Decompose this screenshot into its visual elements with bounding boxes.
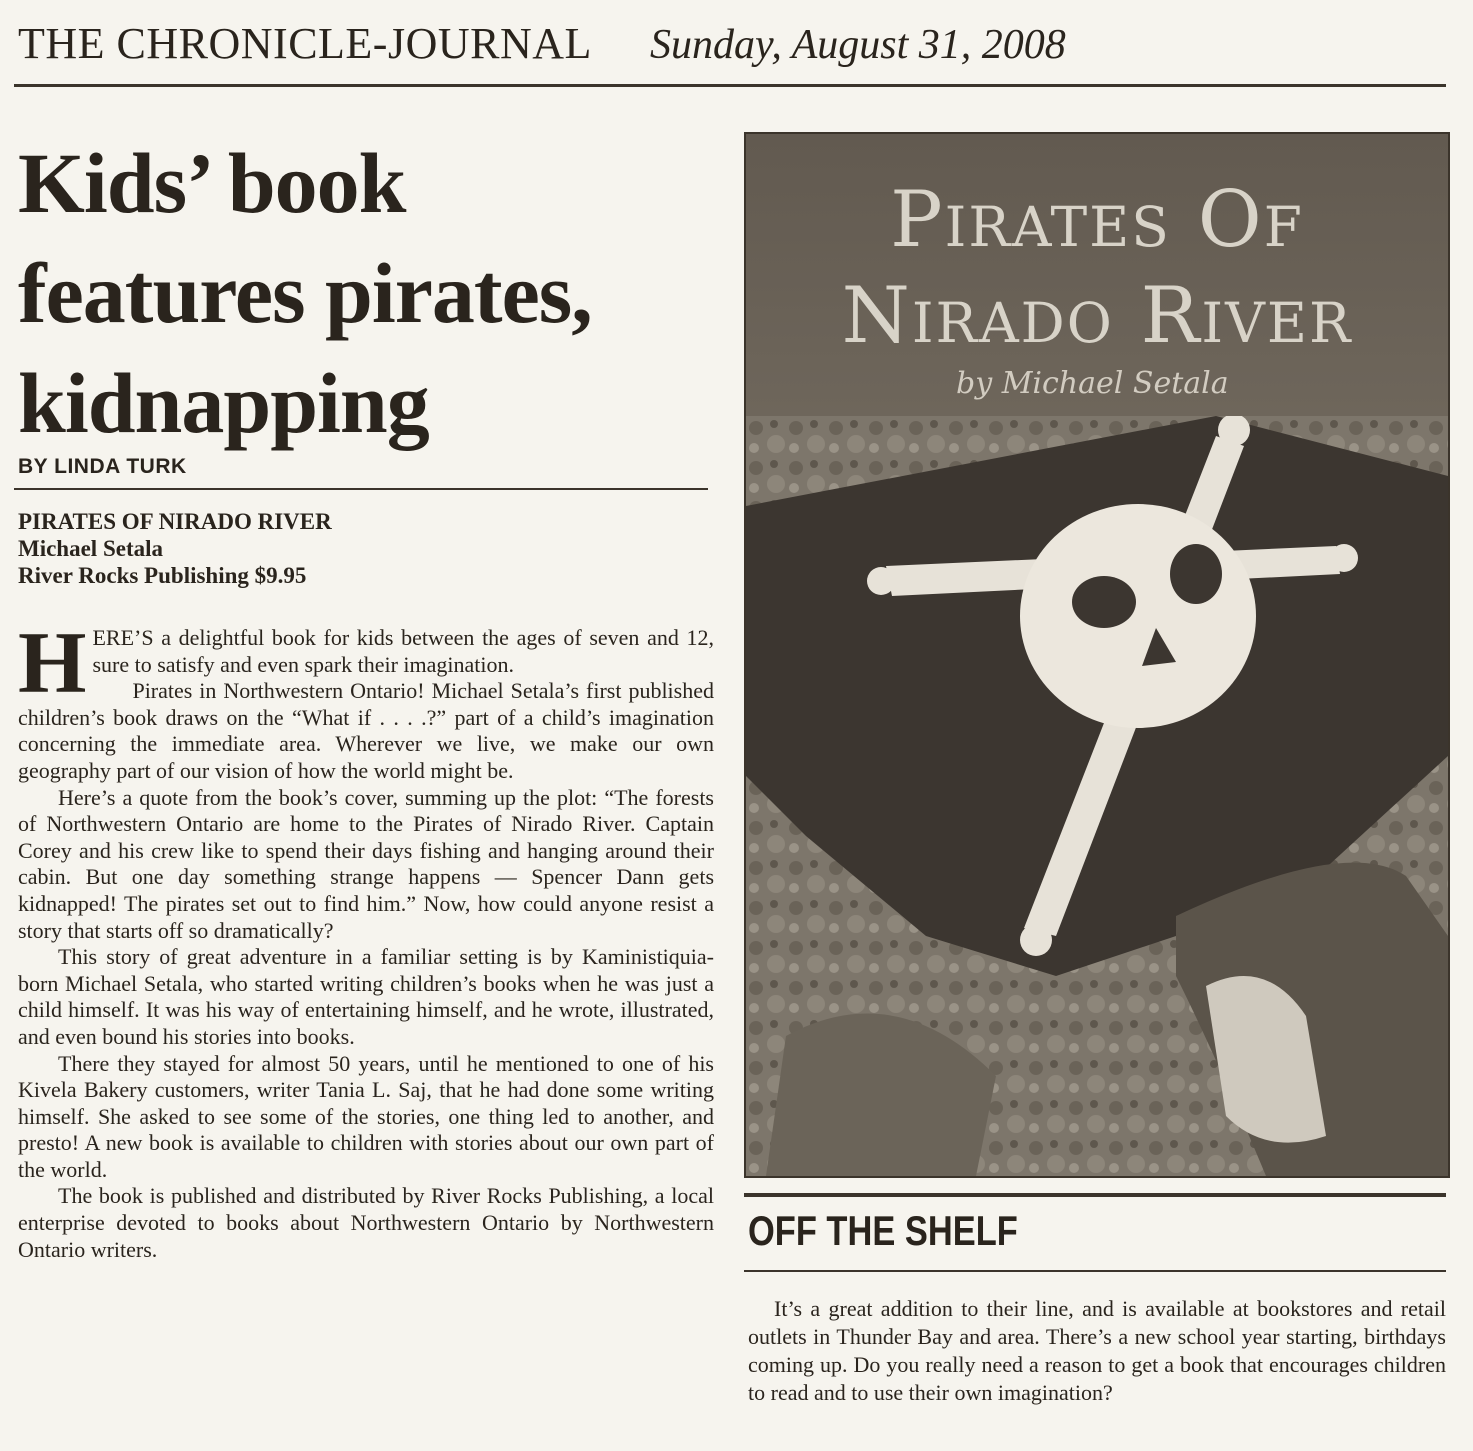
paragraph-3: Here’s a quote from the book’s cover, summing up the plot: “The forests of Northwestern Ontario are home to the Pirates of Nirado River. Captain Corey and his crew like to spend their days fishing and hanging around their cabin. But one day something strange happens — Spencer Dann gets kidnapped! The pirates set out to find him.” Now, how could anyone resist a story that starts off so dramatically? — [18, 784, 714, 943]
article-body — [18, 615, 714, 1263]
headline — [18, 128, 728, 458]
headline-line-1: Kids’ book — [18, 135, 406, 231]
book-info — [18, 508, 332, 589]
section-text: It’s a great addition to their line, and is available at bookstores and retail outlets in Thunder Bay and area. There’s a new school year starting, birthdays coming up. Do you really need a reason to get a book that encourages children to read and to use their own imagination? — [748, 1296, 1446, 1405]
bone-knob — [1020, 924, 1052, 956]
cover-title — [746, 172, 1448, 364]
skull-and-crossbones-flag-illustration — [746, 416, 1448, 1176]
byline: BY LINDA TURK — [18, 455, 187, 478]
section-heading: OFF THE SHELF — [748, 1207, 1018, 1254]
paragraph-2: Pirates in Northwestern Ontario! Michael Setala’s first published children’s book draws on the “What if . . . .?” part of a child’s imagination concerning the immediate area. Wherever we live, we make our own geography part of our vision of how the world might be. — [18, 678, 714, 783]
section-rule-top — [744, 1193, 1446, 1197]
paragraph-1-text: ERE’S a delightful book for kids between the ages of seven and 12, sure to satisfy and even spark their imagination. — [92, 625, 714, 677]
skull-eye-left — [1072, 576, 1136, 628]
cover-title-line-2: Nirado River — [841, 271, 1353, 361]
skull — [1020, 504, 1256, 728]
book-author: Michael Setala — [18, 536, 163, 561]
newspaper-name: THE CHRONICLE-JOURNAL — [18, 19, 592, 68]
book-cover-photo — [744, 132, 1450, 1178]
cover-title-line-1: Pirates Of — [890, 175, 1304, 265]
bone-knob — [867, 567, 895, 595]
publication-date: Sunday, August 31, 2008 — [650, 22, 1066, 68]
bone-knob — [1330, 544, 1358, 572]
paragraph-5: There they stayed for almost 50 years, until he mentioned to one of his Kivela Bakery customers, writer Tania L. Saj, that he had done some writing himself. She asked to see some of the stories, one thing led to another, and presto! A new book is available to children with stories about our own part of the world. — [18, 1050, 714, 1182]
book-publisher-price: River Rocks Publishing $9.95 — [18, 563, 307, 588]
headline-line-3: kidnapping — [18, 355, 429, 451]
paragraph-1 — [18, 615, 714, 712]
headline-line-2: features pirates, — [18, 245, 592, 341]
section-rule-bottom — [744, 1270, 1446, 1272]
byline-rule — [14, 488, 708, 490]
drop-cap: H — [18, 615, 87, 712]
skull-eye-right — [1170, 544, 1222, 604]
masthead-rule — [14, 84, 1446, 87]
paragraph-4: This story of great adventure in a familiar setting is by Kaministiquia-born Michael Setala, who started writing children’s books when he was just a child himself. It was his way of entertaining himself, and he wrote, illustrated, and even bound his stories into books. — [18, 944, 714, 1049]
paragraph-6: The book is published and distributed by River Rocks Publishing, a local enterprise devoted to books about Northwestern Ontario by Northwestern Ontario writers. — [18, 1183, 714, 1262]
cover-author: by Michael Setala — [956, 366, 1229, 401]
book-title: PIRATES OF NIRADO RIVER — [18, 509, 332, 534]
